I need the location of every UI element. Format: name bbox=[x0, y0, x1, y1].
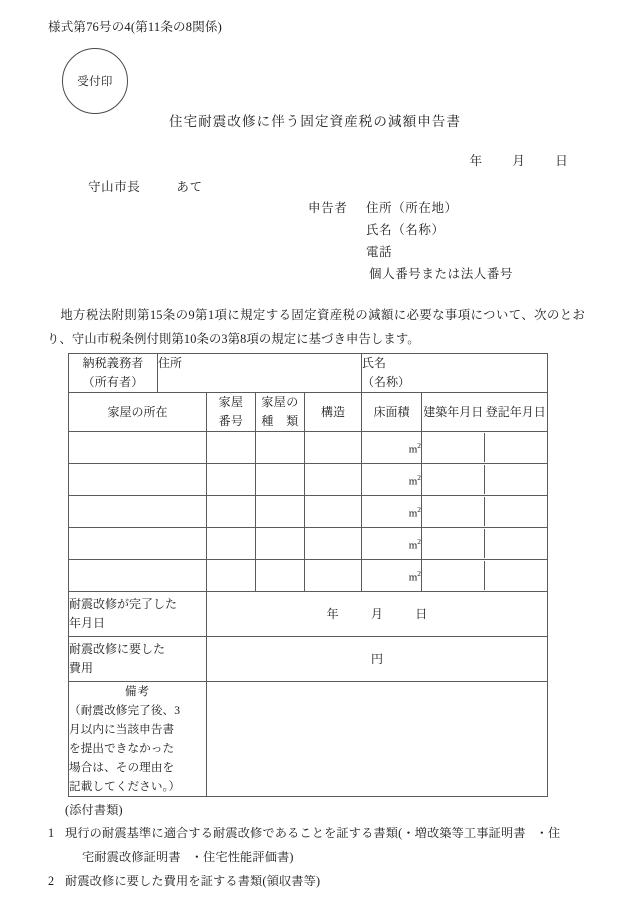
owner-label-line1: 納税義務者 bbox=[82, 356, 144, 370]
cell-floor-area[interactable]: $m^2$ bbox=[362, 432, 422, 464]
cost-value-cell[interactable] bbox=[207, 637, 548, 682]
applicant-lead-label: 申告者 bbox=[308, 201, 348, 215]
table-row-owner bbox=[69, 354, 548, 393]
list-item bbox=[48, 821, 588, 869]
applicant-address-label: 住所（所在地） bbox=[366, 201, 458, 215]
form-number: 様式第76号の4(第11条の8関係) bbox=[48, 20, 222, 34]
body-paragraph bbox=[47, 303, 585, 351]
date-year-label: 年 bbox=[469, 154, 483, 168]
attachment-number: 1 bbox=[48, 826, 55, 840]
owner-label-cell bbox=[69, 354, 158, 393]
cell-dates[interactable] bbox=[422, 528, 548, 560]
cell-location[interactable] bbox=[69, 560, 207, 592]
cost-unit-label: 円 bbox=[371, 651, 384, 666]
cell-house-no[interactable] bbox=[207, 560, 256, 592]
table-row bbox=[69, 496, 548, 528]
applicant-number-row bbox=[308, 264, 513, 286]
note-value-cell[interactable] bbox=[207, 682, 548, 797]
cell-dates[interactable] bbox=[422, 432, 548, 464]
cell-location[interactable] bbox=[69, 432, 207, 464]
page-title: 住宅耐震改修に伴う固定資産税の減額申告書 bbox=[169, 114, 461, 129]
attachment-text: 耐震改修に要した費用を証する書類(領収書等) bbox=[65, 874, 321, 888]
applicant-address-row bbox=[308, 198, 513, 220]
cell-location[interactable] bbox=[69, 528, 207, 560]
column-header-house-no: 家屋 番号 bbox=[207, 393, 256, 432]
note-label-cell: 備考 （耐震改修完了後、3 月以内に当該申告書 を提出できなかった 場合は、その理由を 記載してください。） bbox=[69, 682, 207, 797]
cost-label-cell: 耐震改修に要した 費用 bbox=[69, 637, 207, 682]
cell-register-date[interactable] bbox=[485, 561, 547, 590]
cell-house-type[interactable] bbox=[256, 496, 305, 528]
cell-house-no[interactable] bbox=[207, 496, 256, 528]
cell-house-type[interactable] bbox=[256, 432, 305, 464]
applicant-name-row bbox=[308, 220, 513, 242]
applicant-name-label: 氏名（名称） bbox=[366, 223, 445, 237]
owner-name-label-line2: （名称） bbox=[362, 375, 411, 389]
cell-house-no[interactable] bbox=[207, 464, 256, 496]
cell-house-type[interactable] bbox=[256, 464, 305, 496]
cell-build-date[interactable] bbox=[422, 561, 485, 590]
date-month-label: 月 bbox=[512, 154, 526, 168]
cell-structure[interactable] bbox=[305, 432, 362, 464]
cell-build-date[interactable] bbox=[422, 465, 485, 494]
applicant-phone-row bbox=[308, 242, 513, 264]
cell-dates[interactable] bbox=[422, 464, 548, 496]
column-header-house-type: 家屋の 種 類 bbox=[256, 393, 305, 432]
table-row bbox=[69, 528, 548, 560]
owner-address-label: 住所 bbox=[158, 356, 183, 370]
cell-build-date[interactable] bbox=[422, 529, 485, 558]
attachments-heading: (添付書類) bbox=[65, 803, 123, 817]
cell-floor-area[interactable]: $m^2$ bbox=[362, 528, 422, 560]
addressee-suffix: あて bbox=[176, 180, 203, 194]
cell-build-date[interactable] bbox=[422, 497, 485, 526]
list-item bbox=[48, 869, 588, 893]
cell-register-date[interactable] bbox=[485, 465, 547, 494]
cell-structure[interactable] bbox=[305, 528, 362, 560]
attachment-text: 現行の耐震基準に適合する耐震改修であることを証する書類(・増改築等工事証明書 ・住 宅耐震改修証明書 ・住宅性能評価書) bbox=[65, 826, 561, 864]
owner-address-cell[interactable] bbox=[158, 354, 362, 393]
owner-label-line2: （所有者） bbox=[82, 375, 144, 389]
cell-floor-area[interactable]: $m^2$ bbox=[362, 464, 422, 496]
cell-structure[interactable] bbox=[305, 464, 362, 496]
cell-dates[interactable] bbox=[422, 560, 548, 592]
cell-structure[interactable] bbox=[305, 496, 362, 528]
cell-house-no[interactable] bbox=[207, 528, 256, 560]
column-header-dates bbox=[422, 393, 548, 432]
cell-floor-area[interactable]: $m^2$ bbox=[362, 560, 422, 592]
attachments-section bbox=[48, 800, 588, 893]
body-paragraph-line2: り、守山市税条例付則第10条の3第8項の規定に基づき申告します。 bbox=[47, 332, 420, 346]
cell-build-date[interactable] bbox=[422, 433, 485, 462]
applicant-phone-label: 電話 bbox=[366, 245, 393, 259]
applicant-number-label: 個人番号または法人番号 bbox=[369, 267, 514, 281]
column-header-register-date: 登記年月日 bbox=[485, 404, 546, 419]
cell-location[interactable] bbox=[69, 464, 207, 496]
column-header-structure: 構造 bbox=[305, 393, 362, 432]
table-row bbox=[69, 432, 548, 464]
column-header-build-date: 建築年月日 bbox=[423, 404, 484, 419]
cell-house-type[interactable] bbox=[256, 560, 305, 592]
receipt-stamp-label: 受付印 bbox=[77, 76, 113, 88]
cell-register-date[interactable] bbox=[485, 433, 547, 462]
cell-location[interactable] bbox=[69, 496, 207, 528]
receipt-stamp-circle bbox=[62, 48, 128, 114]
declaration-table bbox=[68, 353, 548, 797]
table-row bbox=[69, 464, 548, 496]
completion-label-cell: 耐震改修が完了した 年月日 bbox=[69, 592, 207, 637]
owner-name-label-line1: 氏名 bbox=[362, 356, 387, 370]
cell-house-no[interactable] bbox=[207, 432, 256, 464]
applicant-block bbox=[308, 198, 513, 286]
column-header-floor-area: 床面積 bbox=[362, 393, 422, 432]
body-paragraph-line1: 地方税法附則第15条の9第1項に規定する固定資産税の減額に必要な事項について、次のとお bbox=[60, 308, 585, 322]
table-row-column-headers bbox=[69, 393, 548, 432]
date-day-label: 日 bbox=[555, 154, 568, 168]
completion-value-cell[interactable]: 年 月 日 bbox=[207, 592, 548, 637]
date-line bbox=[470, 151, 568, 169]
table-row-note bbox=[69, 682, 548, 797]
cell-register-date[interactable] bbox=[485, 529, 547, 558]
cell-floor-area[interactable]: $m^2$ bbox=[362, 496, 422, 528]
attachment-number: 2 bbox=[48, 874, 55, 888]
cell-register-date[interactable] bbox=[485, 497, 547, 526]
table-row-cost bbox=[69, 637, 548, 682]
cell-structure[interactable] bbox=[305, 560, 362, 592]
cell-house-type[interactable] bbox=[256, 528, 305, 560]
column-header-location: 家屋の所在 bbox=[69, 393, 207, 432]
table-row bbox=[69, 560, 548, 592]
table-row-completion-date bbox=[69, 592, 548, 637]
addressee bbox=[88, 177, 203, 195]
addressee-office: 守山市長 bbox=[88, 180, 141, 194]
cell-dates[interactable] bbox=[422, 496, 548, 528]
owner-name-cell[interactable] bbox=[362, 354, 548, 393]
